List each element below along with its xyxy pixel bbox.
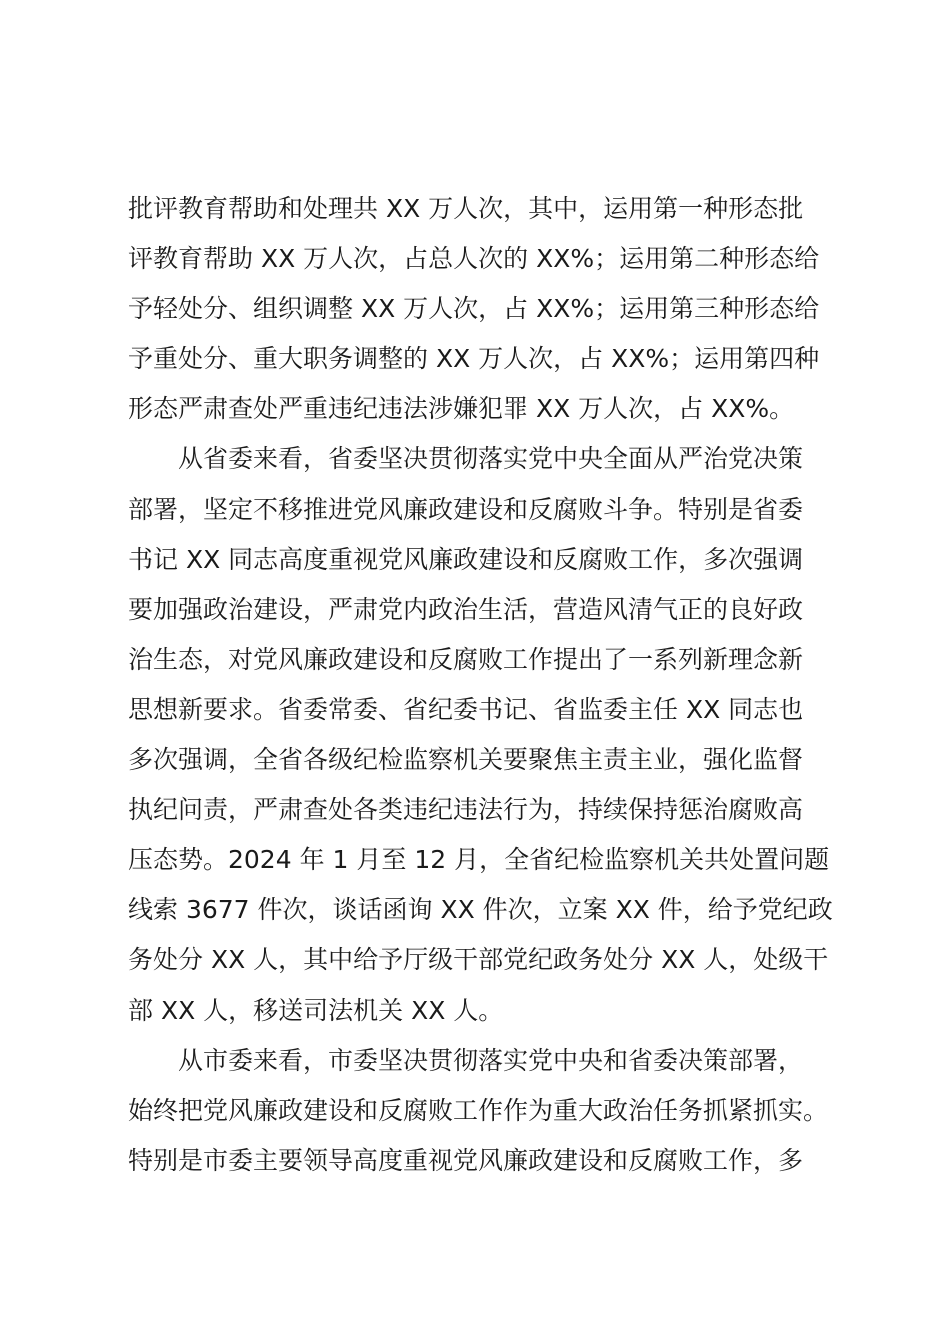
text-line: 治生态，对党风廉政建设和反腐败工作提出了一系列新理念新 [128, 644, 804, 674]
text-line: 始终把党风廉政建设和反腐败工作作为重大政治任务抓紧抓实。 [128, 1095, 829, 1125]
text-line: 批评教育帮助和处理共 XX 万人次，其中，运用第一种形态批 [128, 194, 804, 223]
text-line: 线索 3677 件次，谈话函询 XX 件次，立案 XX 件，给予党纪政 [128, 895, 833, 925]
text-line: 务处分 XX 人，其中给予厅级干部党纪政务处分 XX 人，处级干 [128, 945, 829, 975]
text-line: 予轻处分、组织调整 XX 万人次，占 XX%；运用第三种形态给 [128, 294, 820, 324]
text-line: 特别是市委主要领导高度重视党风廉政建设和反腐败工作，多 [128, 1145, 804, 1175]
text-line: 思想新要求。省委常委、省纪委书记、省监委主任 XX 同志也 [128, 694, 804, 724]
text-line: 部 XX 人，移送司法机关 XX 人。 [128, 995, 504, 1025]
text-line: 压态势。2024 年 1 月至 12 月，全省纪检监察机关共处置问题 [128, 845, 830, 875]
text-line: 要加强政治建设，严肃党内政治生活，营造风清气正的良好政 [128, 594, 804, 624]
paragraph-start-line: 从市委来看，市委坚决贯彻落实党中央和省委决策部署， [178, 1045, 804, 1075]
text-line: 多次强调，全省各级纪检监察机关要聚焦主责主业，强化监督 [128, 745, 804, 775]
text-line: 书记 XX 同志高度重视党风廉政建设和反腐败工作，多次强调 [128, 544, 804, 574]
document-body [128, 184, 838, 1186]
text-line: 执纪问责，严肃查处各类违纪违法行为，持续保持惩治腐败高 [128, 795, 804, 825]
text-line: 予重处分、重大职务调整的 XX 万人次，占 XX%；运用第四种 [128, 344, 820, 374]
paragraph-start-line: 从省委来看，省委坚决贯彻落实党中央全面从严治党决策 [178, 444, 804, 474]
text-line: 评教育帮助 XX 万人次，占总人次的 XX%；运用第二种形态给 [128, 244, 820, 274]
text-line: 部署，坚定不移推进党风廉政建设和反腐败斗争。特别是省委 [128, 494, 804, 524]
text-line: 形态严肃查处严重违纪违法涉嫌犯罪 XX 万人次，占 XX%。 [128, 394, 795, 424]
